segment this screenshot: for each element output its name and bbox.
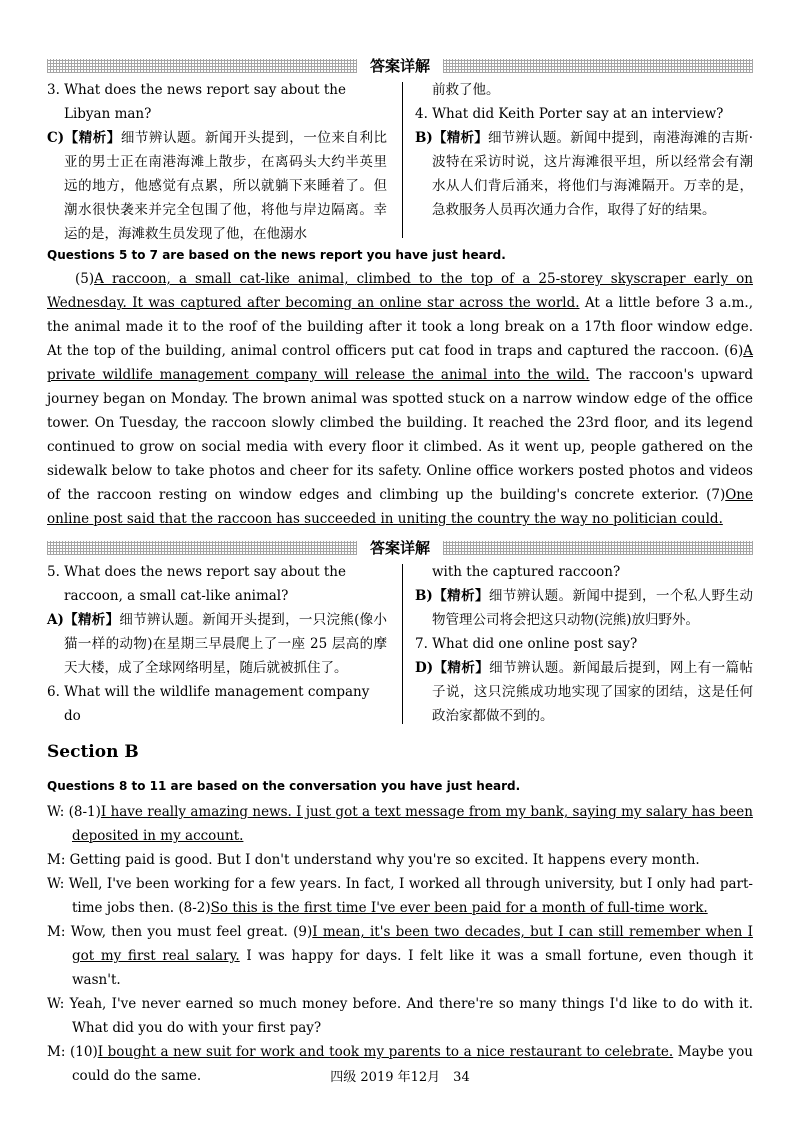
answer-3: C)【精析】细节辨认题。新闻开头提到，一位来自利比亚的男士正在南港海滩上散步，在离码头大约半英里远的地方，他感觉有点累，所以就躺下来睡着了。但潮水很快袭来并完全包围了他，将他与岸边隔离。幸运的是，海滩救生员发现了他，在他溺水 xyxy=(47,130,388,242)
conversation-line: W: (8-1)I have really amazing news. I just got a text message from my bank, saying my salary has been deposited in my account. xyxy=(47,804,753,844)
answer-6: B)【精析】细节辨认题。新闻中提到，一个私人野生动物管理公司将会把这只动物(浣熊)放归野外。 xyxy=(415,588,754,628)
banner-pattern xyxy=(443,59,753,73)
answer-column-left xyxy=(47,560,387,728)
answer-banner-middle xyxy=(47,538,753,558)
answer-5: A)【精析】细节辨认题。新闻开头提到，一只浣熊(像小猫一样的动物)在星期三早晨爬上了一座 25 层高的摩天大楼，成了全球网络明星，随后就被抓住了。 xyxy=(47,612,387,676)
banner-title: 答案详解 xyxy=(369,57,430,75)
conversation-line: W: Yeah, I've never earned so much money before. And there're so many things I'd like to do with it. What did you do with your first pay? xyxy=(47,996,753,1036)
answer-column-right xyxy=(415,78,753,222)
answer-7: D)【精析】细节辨认题。新闻最后提到，网上有一篇帖子说，这只浣熊成功地实现了国家的团结，这是任何政治家都做不到的。 xyxy=(415,660,754,724)
conversation-line: M: Wow, then you must feel great. (9)I mean, it's been two decades, but I can still remember when I got my first real salary. I was happy for days. I felt like it was a small fortune, even though it wasn't. xyxy=(47,924,754,988)
banner-title: 答案详解 xyxy=(369,539,430,557)
news-transcript: (5)A raccoon, a small cat-like animal, climbed to the top of a 25-storey skyscraper early on Wednesday. It was captured after becoming an online star across the world. At a little before 3 a.m., the animal made it to the roof of the building after it took a long break on a 17th floor window edge. At the top of the building, animal control officers put cat food in traps and captured the raccoon. (6)A private wildlife management company will release the animal into the wild. The raccoon's upward journey began on Monday. The brown animal was spotted stuck on a narrow window edge of the office tower. On Tuesday, the raccoon slowly climbed the building. It reached the 23rd floor, and its legend continued to grow on social media with every floor it climbed. As it went up, people gathered on the sidewalk below to take photos and cheer for its safety. Online office workers posted photos and videos of the raccoon resting on window edges and climbing up the building's concrete exterior. (7)One online post said that the raccoon has succeeded in uniting the country the way no politician could. xyxy=(47,271,753,527)
banner-pattern xyxy=(443,541,753,555)
answer-4: B)【精析】细节辨认题。新闻中提到，南港海滩的吉斯·波特在采访时说，这片海滩很平坦，所以经常会有潮水从人们背后涌来，将他们与海滩隔开。万幸的是，急救服务人员再次通力合作，取得了好的结果。 xyxy=(415,130,753,218)
section-heading: Section B xyxy=(47,742,139,762)
question-continuation: with the captured raccoon? xyxy=(432,564,621,580)
column-divider xyxy=(402,82,403,238)
page-footer: 四级 2019 年12月 34 xyxy=(330,1070,470,1085)
answer-column-right xyxy=(415,560,753,728)
conversation-line: M: Getting paid is good. But I don't understand why you're so excited. It happens every month. xyxy=(47,852,700,868)
question-3: 3. What does the news report say about the Libyan man? xyxy=(47,82,346,122)
question-6: 6. What will the wildlife management company do xyxy=(47,684,370,724)
column-divider xyxy=(402,564,403,724)
answer-banner-top xyxy=(47,56,753,76)
conversation-transcript xyxy=(47,800,753,1088)
question-5: 5. What does the news report say about the raccoon, a small cat-like animal? xyxy=(47,564,346,604)
conversation-line: W: Well, I've been working for a few years. In fact, I worked all through university, but I only had part-time jobs then. (8-2)So this is the first time I've ever been paid for a month of full-time work. xyxy=(47,876,753,916)
questions-heading-8-11: Questions 8 to 11 are based on the conversation you have just heard. xyxy=(47,779,521,793)
question-4: 4. What did Keith Porter say at an interview? xyxy=(415,106,724,122)
banner-pattern xyxy=(47,59,357,73)
banner-pattern xyxy=(47,541,357,555)
answer-column-left xyxy=(47,78,387,246)
questions-heading-5-7: Questions 5 to 7 are based on the news report you have just heard. xyxy=(47,248,506,262)
answer-continuation: 前救了他。 xyxy=(432,82,500,98)
conversation-line: M: (10)I bought a new suit for work and took my parents to a nice restaurant to celebrate. Maybe you could do the same. xyxy=(47,1044,753,1084)
question-7: 7. What did one online post say? xyxy=(415,636,638,652)
